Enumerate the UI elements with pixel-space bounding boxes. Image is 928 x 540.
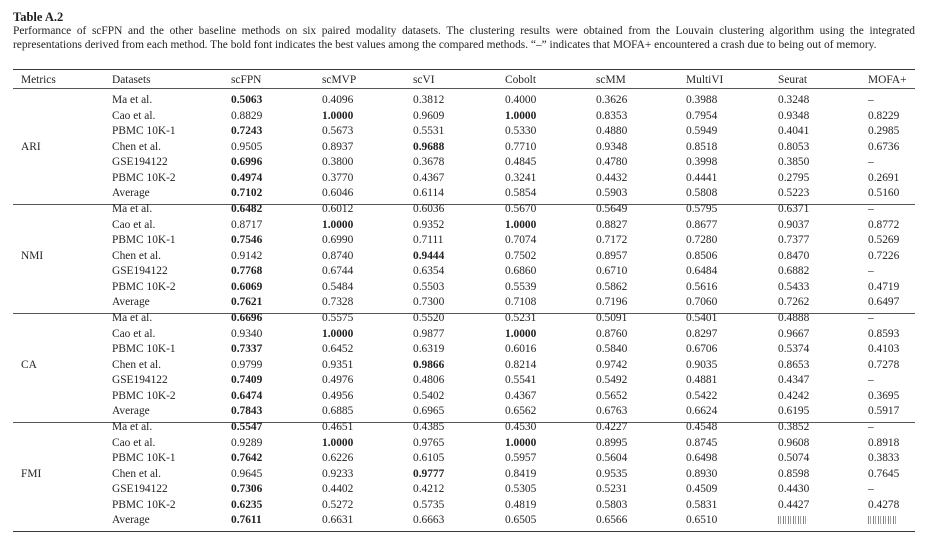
table-cell: – [868,483,874,495]
metric-label: CA [21,358,37,371]
table-cell: 0.3241 [505,171,537,184]
table-cell: 0.3770 [322,171,354,184]
table-caption-title: Table A.2 [13,10,64,24]
table-cell: 0.6510 [686,514,718,526]
table-cell: 0.7710 [505,140,537,153]
table-cell: 0.4719 [868,280,900,293]
table-cell: 0.9608 [778,436,810,449]
table-cell: – [868,203,874,215]
table-header-rule [13,88,915,89]
table-cell: 0.7243 [231,125,263,137]
table-cell: 0.9035 [686,358,718,371]
table-cell: 0.4041 [778,125,810,137]
table-cell: 0.9142 [231,249,263,262]
table-cell: 0.4880 [596,125,628,137]
table-cell: 0.5803 [596,498,628,511]
table-cell: 0.6860 [505,265,537,277]
table-cell: 0.5272 [322,498,354,511]
table-cell: 0.6016 [505,343,537,355]
table-cell: 0.8598 [778,467,810,480]
table-cell: 0.8353 [596,109,628,122]
table-cell: 0.5903 [596,187,628,199]
table-cell: 0.4430 [778,483,810,495]
table-cell: 0.6105 [413,452,445,464]
dataset-name: Chen et al. [112,467,162,480]
table-cell: 0.3850 [778,156,810,168]
column-header-scmvp: scMVP [322,74,357,86]
table-cell: 0.9340 [231,327,263,340]
table-cell: 0.5330 [505,125,537,137]
table-cell: 0.5673 [322,125,354,137]
table-cell: 0.6012 [322,203,354,215]
table-cell: 0.7074 [505,234,537,246]
dataset-name: PBMC 10K-1 [112,125,176,137]
table-cell: 0.4509 [686,483,718,495]
table-cell: 0.7280 [686,234,718,246]
table-cell: 1.0000 [322,436,354,449]
table-cell: 0.8995 [596,436,628,449]
table-cell: 0.6319 [413,343,445,355]
table-cell: 0.5854 [505,187,537,199]
illegible-cell-glyphs [778,516,808,524]
table-cell: 0.4385 [413,421,445,433]
table-cell: 0.6566 [596,514,628,526]
table-cell: 0.3833 [868,452,900,464]
table-cell: 0.6069 [231,280,263,293]
table-cell: 0.6562 [505,405,537,417]
table-cell: 0.9688 [413,140,445,153]
table-cell: 0.5484 [322,280,354,293]
table-cell: 0.5422 [686,389,718,402]
table-cell: 0.9444 [413,249,445,262]
table-cell: 0.4651 [322,421,354,433]
table-cell: 0.9037 [778,218,810,231]
table-cell: 0.7377 [778,234,810,246]
table-cell: 0.7546 [231,234,263,246]
table-cell: 0.4103 [868,343,900,355]
table-cell: 0.7108 [505,296,537,308]
table-cell: 0.5231 [596,483,628,495]
table-cell: 0.5949 [686,125,718,137]
table-cell: 0.5231 [505,312,537,324]
table-cell: 0.8419 [505,467,537,480]
table-cell: 0.5957 [505,452,537,464]
table-cell: 0.5604 [596,452,628,464]
table-cell: 0.8653 [778,358,810,371]
table-cell: 0.6736 [868,140,900,153]
table-cell: 0.8829 [231,109,263,122]
table-cell: 0.4806 [413,374,445,386]
table-cell: 0.5492 [596,374,628,386]
table-cell: 0.7306 [231,483,263,495]
table-cell: 0.4976 [322,374,354,386]
table-cell: 0.8772 [868,218,900,231]
table-cell: 0.6996 [231,156,263,168]
table-cell: 0.4441 [686,171,718,184]
metric-label: FMI [21,467,42,480]
table-cell: 0.9799 [231,358,263,371]
table-cell: 0.8930 [686,467,718,480]
table-cell: 0.3852 [778,421,810,433]
table-cell: 0.7611 [231,514,262,526]
table-cell: 0.5223 [778,187,810,199]
table-bottom-rule [13,531,915,532]
table-cell: 0.4347 [778,374,810,386]
table-cell: 0.4974 [231,171,263,184]
dataset-name: PBMC 10K-2 [112,171,176,184]
table-cell: 0.7226 [868,249,900,262]
table-cell: 0.5652 [596,389,628,402]
dataset-name: GSE194122 [112,374,168,386]
table-cell: 0.6474 [231,389,263,402]
table-cell: 0.5160 [868,187,900,199]
table-cell: 0.9233 [322,467,354,480]
table-cell: 0.8053 [778,140,810,153]
table-cell: 0.8506 [686,249,718,262]
table-cell: 1.0000 [322,109,354,122]
table-cell: 0.7337 [231,343,263,355]
table-top-rule [13,69,915,70]
table-cell: 0.5305 [505,483,537,495]
table-cell: 0.6710 [596,265,628,277]
table-cell: 0.4242 [778,389,810,402]
table-cell: 0.7328 [322,296,354,308]
table-cell: 0.6706 [686,343,718,355]
table-cell: 0.6114 [413,187,444,199]
table-cell: – [868,312,874,324]
table-cell: 0.5917 [868,405,900,417]
table-cell: 0.5063 [231,94,263,106]
table-cell: 0.5402 [413,389,445,402]
table-cell: 0.5840 [596,343,628,355]
dataset-name: Ma et al. [112,312,153,324]
table-cell: 0.3626 [596,94,628,106]
table-cell: 0.5575 [322,312,354,324]
table-cell: 0.6046 [322,187,354,199]
table-cell: 0.7111 [413,234,444,246]
table-cell: 0.3800 [322,156,354,168]
table-cell: 0.4780 [596,156,628,168]
table-cell: 0.3812 [413,94,445,106]
table-caption-text: Performance of scFPN and the other baseline methods on six paired modality datasets. The clustering results were obtained from the Louvain clustering algorithm using the integrated representations derived from each method. The bold font indicates the best values among the compared methods. “–” indicates that MOFA+ encountered a crash due to being out of memory. [13,25,915,52]
table-cell: 0.7102 [231,187,263,199]
table-cell: 0.3998 [686,156,718,168]
table-cell: 0.6484 [686,265,718,277]
table-cell: 0.7278 [868,358,900,371]
table-cell: 0.4881 [686,374,718,386]
table-cell: 0.8297 [686,327,718,340]
table-cell: 0.7502 [505,249,537,262]
table-cell: 0.2691 [868,171,900,184]
dataset-name: Average [112,514,150,526]
dataset-name: Average [112,405,150,417]
dataset-name: PBMC 10K-1 [112,452,176,464]
table-cell: 0.6371 [778,203,810,215]
metric-label: ARI [21,140,41,153]
dataset-name: Average [112,187,150,199]
table-cell: 0.7172 [596,234,628,246]
table-cell: 0.3678 [413,156,445,168]
dataset-name: Cao et al. [112,327,156,340]
table-cell: 0.5374 [778,343,810,355]
table-cell: 0.4227 [596,421,628,433]
table-cell: 0.5670 [505,203,537,215]
column-header-cobolt: Cobolt [505,74,537,86]
table-cell: 0.5547 [231,421,263,433]
table-cell: 0.8518 [686,140,718,153]
table-cell: 0.5091 [596,312,628,324]
table-cell: 0.2795 [778,171,810,184]
table-cell: 1.0000 [322,327,354,340]
table-cell: 0.7954 [686,109,718,122]
table-cell: 0.9352 [413,218,445,231]
table-cell: 0.4367 [505,389,537,402]
dataset-name: PBMC 10K-1 [112,343,176,355]
table-cell: 0.5649 [596,203,628,215]
illegible-cell-glyphs [868,516,898,524]
table-cell: 0.9289 [231,436,263,449]
table-cell: 0.4278 [868,498,900,511]
column-header-datasets: Datasets [112,74,151,86]
table-cell: 0.7262 [778,296,810,308]
table-cell: 0.6505 [505,514,537,526]
table-cell: 0.7409 [231,374,263,386]
column-header-scfpn: scFPN [231,74,262,86]
column-header-metrics: Metrics [21,74,56,86]
dataset-name: Chen et al. [112,249,162,262]
table-cell: 0.7768 [231,265,263,277]
table-cell: 0.5269 [868,234,900,246]
table-cell: 0.6482 [231,203,263,215]
table-cell: 0.8677 [686,218,718,231]
column-header-mofa-: MOFA+ [868,74,907,86]
metric-label: NMI [21,249,44,262]
table-cell: 0.7060 [686,296,718,308]
table-cell: – [868,374,874,386]
table-cell: 0.8740 [322,249,354,262]
table-cell: 0.7843 [231,405,263,417]
table-cell: 0.6498 [686,452,718,464]
table-cell: 0.5616 [686,280,718,293]
dataset-name: PBMC 10K-2 [112,498,176,511]
table-cell: 0.9866 [413,358,445,371]
table-cell: 0.5795 [686,203,718,215]
table-cell: 1.0000 [505,218,537,231]
table-cell: 1.0000 [322,218,354,231]
table-cell: 0.4212 [413,483,445,495]
column-header-scvi: scVI [413,74,435,86]
table-cell: 0.4530 [505,421,537,433]
table-cell: 0.5831 [686,498,718,511]
column-header-scmm: scMM [596,74,626,86]
table-cell: 0.9348 [778,109,810,122]
table-cell: 0.9765 [413,436,445,449]
table-cell: 0.9535 [596,467,628,480]
table-cell: 0.5735 [413,498,445,511]
table-cell: – [868,156,874,168]
table-cell: 0.9645 [231,467,263,480]
table-cell: 0.4367 [413,171,445,184]
table-cell: 0.6497 [868,296,900,308]
table-cell: 0.4427 [778,498,810,511]
table-cell: 0.6195 [778,405,810,417]
table-cell: 0.5541 [505,374,537,386]
table-cell: 0.9777 [413,467,445,480]
table-cell: 0.9877 [413,327,445,340]
dataset-name: PBMC 10K-2 [112,280,176,293]
table-cell: 0.6882 [778,265,810,277]
dataset-name: Average [112,296,150,308]
table-cell: 0.2985 [868,125,900,137]
table-cell: 0.6235 [231,498,263,511]
table-cell: 0.4888 [778,312,810,324]
table-cell: 0.5401 [686,312,718,324]
table-cell: 0.6696 [231,312,263,324]
dataset-name: Chen et al. [112,140,162,153]
dataset-name: Cao et al. [112,218,156,231]
table-cell: 0.4402 [322,483,354,495]
table-cell: 0.9351 [322,358,354,371]
dataset-name: Ma et al. [112,94,153,106]
table-cell: 0.3695 [868,389,900,402]
table-cell: 0.8760 [596,327,628,340]
table-cell: 0.6744 [322,265,354,277]
table-cell: 1.0000 [505,327,537,340]
table-cell: 0.8717 [231,218,263,231]
table-cell: 0.6452 [322,343,354,355]
table-cell: 0.8918 [868,436,900,449]
table-cell: 0.3988 [686,94,718,106]
table-cell: 0.9609 [413,109,445,122]
table-cell: 0.5433 [778,280,810,293]
dataset-name: Ma et al. [112,421,153,433]
table-cell: 1.0000 [505,109,537,122]
table-cell: 0.8229 [868,109,900,122]
table-cell: 0.8214 [505,358,537,371]
table-cell: 0.5531 [413,125,445,137]
table-cell: 1.0000 [505,436,537,449]
table-cell: 0.4096 [322,94,354,106]
dataset-name: PBMC 10K-1 [112,234,176,246]
table-cell: 0.9667 [778,327,810,340]
table-cell: 0.7621 [231,296,263,308]
table-cell: 0.6663 [413,514,445,526]
table-cell: 0.9505 [231,140,263,153]
dataset-name: GSE194122 [112,265,168,277]
table-cell: 0.7196 [596,296,628,308]
table-cell: 0.5074 [778,452,810,464]
table-cell: 0.5503 [413,280,445,293]
column-header-multivi: MultiVI [686,74,724,86]
table-cell: 0.5862 [596,280,628,293]
table-cell: 0.6036 [413,203,445,215]
table-cell: 0.7300 [413,296,445,308]
table-cell: 0.6885 [322,405,354,417]
table-cell: 0.6226 [322,452,354,464]
table-cell: 0.6354 [413,265,445,277]
dataset-name: Cao et al. [112,436,156,449]
table-cell: 0.6624 [686,405,718,417]
table-cell: 0.7645 [868,467,900,480]
dataset-name: GSE194122 [112,156,168,168]
table-cell: 0.5520 [413,312,445,324]
table-cell: – [868,421,874,433]
table-cell: 0.6763 [596,405,628,417]
column-header-seurat: Seurat [778,74,808,86]
table-cell: 0.3248 [778,94,810,106]
table-cell: 0.4956 [322,389,354,402]
table-cell: 0.8827 [596,218,628,231]
table-cell: 0.4845 [505,156,537,168]
dataset-name: GSE194122 [112,483,168,495]
table-cell: 0.9742 [596,358,628,371]
table-cell: 0.5808 [686,187,718,199]
table-cell: 0.6990 [322,234,354,246]
table-cell: 0.6965 [413,405,445,417]
dataset-name: Ma et al. [112,203,153,215]
table-cell: 0.4000 [505,94,537,106]
table-cell: 0.8745 [686,436,718,449]
table-cell: 0.8937 [322,140,354,153]
dataset-name: PBMC 10K-2 [112,389,176,402]
table-cell: – [868,265,874,277]
dataset-name: Chen et al. [112,358,162,371]
table-cell: 0.8470 [778,249,810,262]
table-cell: 0.4548 [686,421,718,433]
table-cell: 0.4819 [505,498,537,511]
dataset-name: Cao et al. [112,109,156,122]
table-cell: 0.8957 [596,249,628,262]
table-cell: 0.7642 [231,452,263,464]
table-cell: 0.5539 [505,280,537,293]
table-cell: 0.8593 [868,327,900,340]
table-cell: 0.9348 [596,140,628,153]
table-cell: – [868,94,874,106]
table-cell: 0.6631 [322,514,354,526]
table-cell: 0.4432 [596,171,628,184]
